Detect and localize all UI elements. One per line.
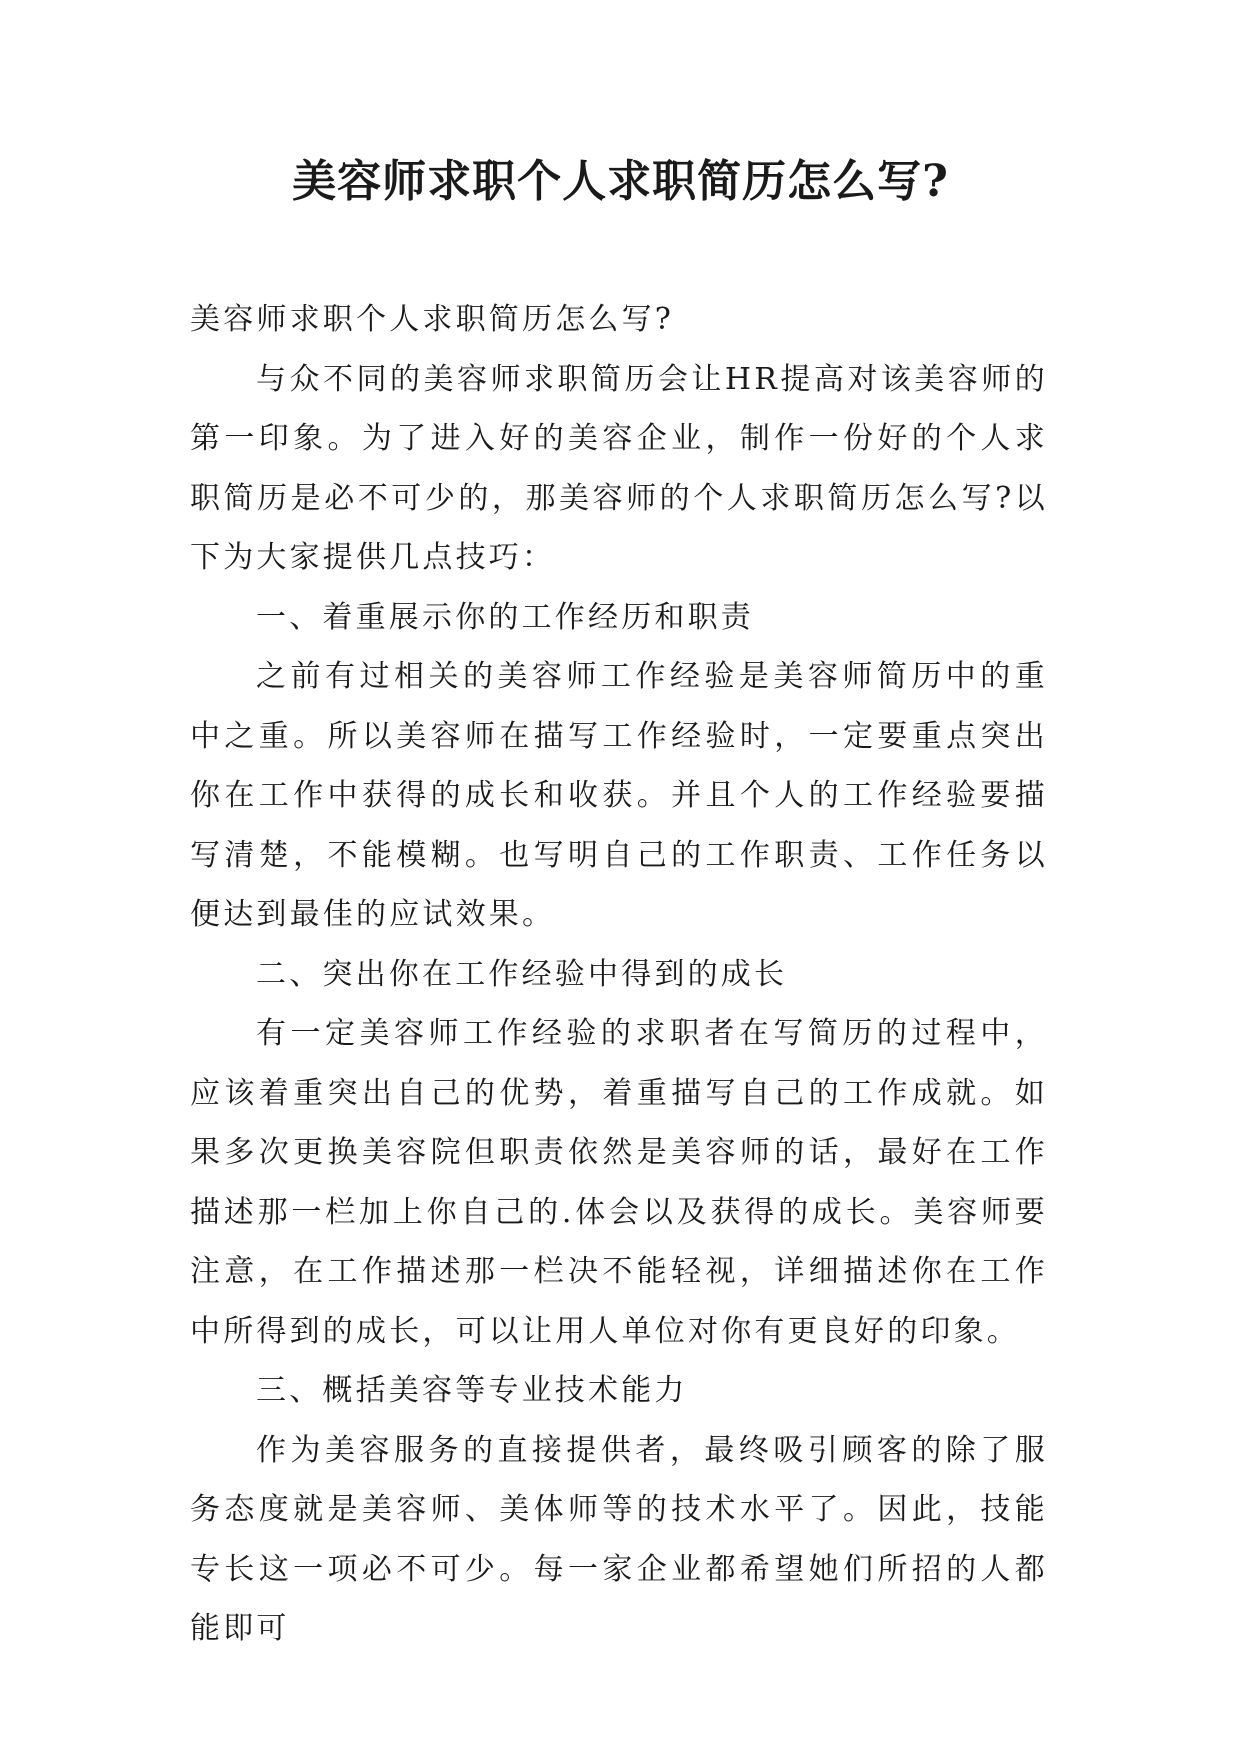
document-body <box>190 290 1048 1659</box>
section-paragraph-3: 作为美容服务的直接提供者，最终吸引顾客的除了服务态度就是美容师、美体师等的技术水平了。因此，技能专长这一项必不可少。每一家企业都希望她们所招的人都能即可 <box>190 1432 1048 1646</box>
section-heading-2: 二、突出你在工作经验中得到的成长 <box>256 956 788 992</box>
section-paragraph-2: 有一定美容师工作经验的求职者在写简历的过程中，应该着重突出自己的优势，着重描写自己的工作成就。如果多次更换美容院但职责依然是美容师的话，最好在工作描述那一栏加上你自己的.体会以及获得的成长。美容师要注意，在工作描述那一栏决不能轻视，详细描述你在工作中所得到的成长，可以让用人单位对你有更良好的印象。 <box>190 1016 1048 1349</box>
intro-paragraph: 与众不同的美容师求职简历会让HR提高对该美容师的第一印象。为了进入好的美容企业，制作一份好的个人求职简历是必不可少的，那美容师的个人求职简历怎么写?以下为大家提供几点技巧： <box>190 361 1048 575</box>
section-heading-3: 三、概括美容等专业技术能力 <box>256 1373 688 1408</box>
document-title: 美容师求职个人求职简历怎么写? <box>292 156 949 207</box>
section-paragraph-1: 之前有过相关的美容师工作经验是美容师简历中的重中之重。所以美容师在描写工作经验时，一定要重点突出你在工作中获得的成长和收获。并且个人的工作经验要描写清楚，不能模糊。也写明自己的工作职责、工作任务以便达到最佳的应试效果。 <box>190 659 1048 932</box>
section-heading-1: 一、着重展示你的工作经历和职责 <box>256 599 754 635</box>
intro-line: 美容师求职个人求职简历怎么写? <box>190 302 675 337</box>
